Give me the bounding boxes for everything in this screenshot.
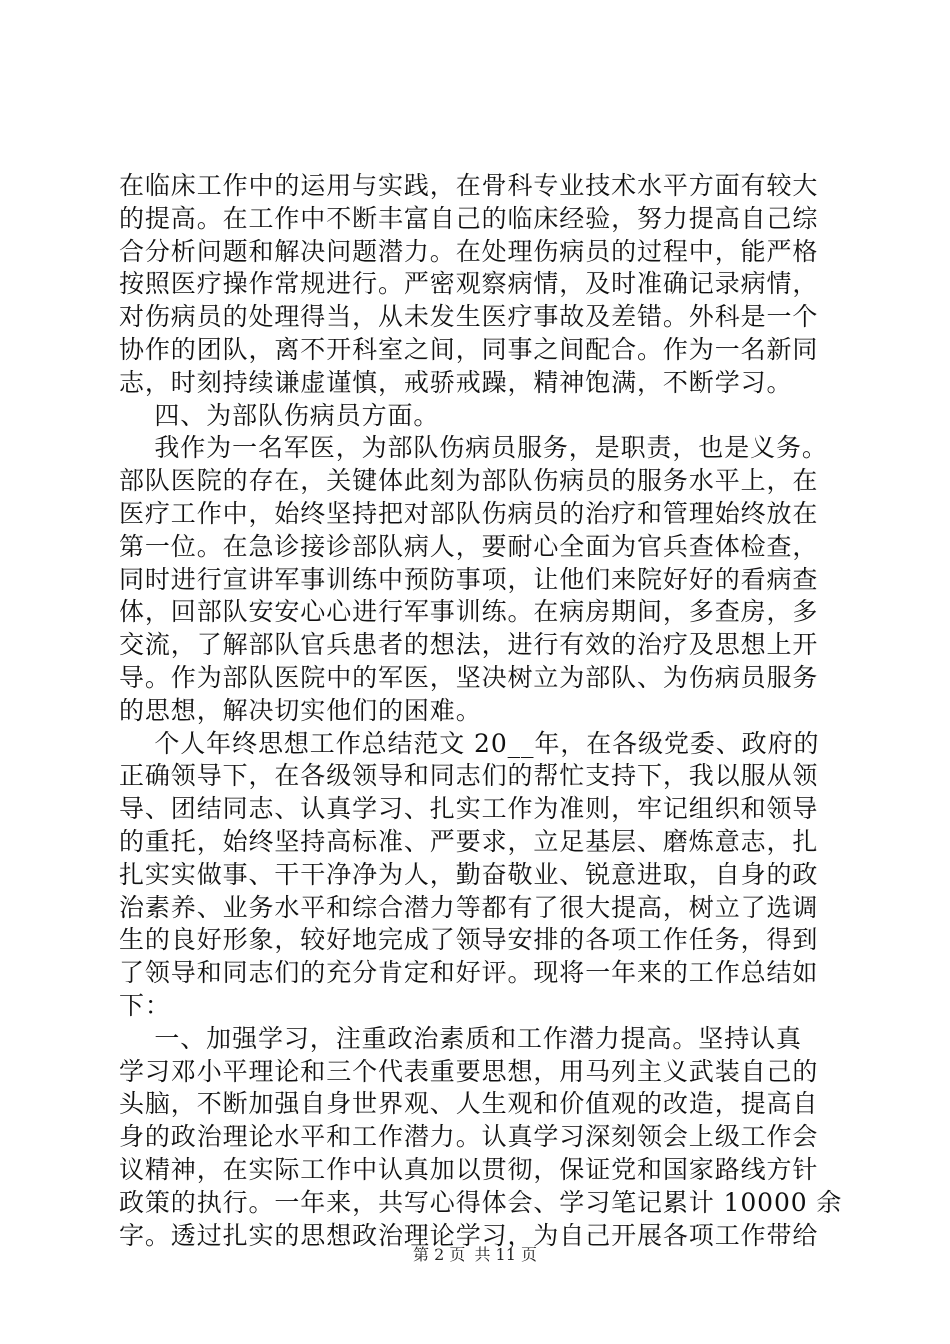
text-line: 议精神，在实际工作中认真加以贯彻，保证党和国家路线方针 [119, 1154, 819, 1184]
text-line: 了领导和同志们的充分肯定和好评。现将一年来的工作总结如 [119, 958, 819, 988]
text-line: 协作的团队，离不开科室之间，同事之间配合。作为一名新同 [119, 334, 819, 364]
text-line: 字。透过扎实的思想政治理论学习，为自己开展各项工作带给 [119, 1220, 819, 1250]
text-line: 交流，了解部队官兵患者的想法，进行有效的治疗及思想上开 [119, 630, 819, 660]
text-line: 扎实实做事、干干净净为人，勤奋敬业、锐意进取，自身的政 [119, 859, 819, 889]
text-line: 的重托，始终坚持高标准、严要求，立足基层、磨炼意志，扎 [119, 826, 819, 856]
text-line: 四、为部队伤病员方面。 [119, 400, 440, 430]
text-line: 治素养、业务水平和综合潜力等都有了很大提高，树立了选调 [119, 892, 819, 922]
text-line: 我作为一名军医，为部队伤病员服务，是职责，也是义务。 [119, 433, 828, 463]
text-line: 正确领导下，在各级领导和同志们的帮忙支持下，我以服从领 [119, 761, 819, 791]
text-line: 按照医疗操作常规进行。严密观察病情，及时准确记录病情， [119, 269, 819, 299]
page-total: 共 11 页 [474, 1245, 537, 1264]
text-line: 对伤病员的处理得当，从未发生医疗事故及差错。外科是一个 [119, 302, 819, 332]
text-line: 个人年终思想工作总结范文 20__年，在各级党委、政府的 [119, 728, 820, 758]
text-line: 部队医院的存在，关键体此刻为部队伤病员的服务水平上，在 [119, 466, 819, 496]
text-line: 导、团结同志、认真学习、扎实工作为准则，牢记组织和领导 [119, 794, 819, 824]
text-line: 学习邓小平理论和三个代表重要思想，用马列主义武装自己的 [119, 1056, 819, 1086]
text-line: 身的政治理论水平和工作潜力。认真学习深刻领会上级工作会 [119, 1122, 819, 1152]
page-footer [0, 1242, 950, 1265]
text-line: 在临床工作中的运用与实践，在骨科专业技术水平方面有较大 [119, 171, 819, 200]
text-line: 第一位。在急诊接诊部队病人，要耐心全面为官兵查体检查， [119, 531, 819, 561]
text-line: 的思想，解决切实他们的困难。 [119, 695, 482, 725]
text-line: 合分析问题和解决问题潜力。在处理伤病员的过程中，能严格 [119, 236, 819, 266]
text-line: 政策的执行。一年来，共写心得体会、学习笔记累计 10000 余 [119, 1187, 843, 1217]
text-line: 同时进行宣讲军事训练中预防事项，让他们来院好好的看病查 [119, 564, 819, 594]
text-line: 生的良好形象，较好地完成了领导安排的各项工作任务，得到 [119, 925, 819, 955]
text-line: 头脑，不断加强自身世界观、人生观和价值观的改造，提高自 [119, 1089, 819, 1119]
text-line: 医疗工作中，始终坚持把对部队伤病员的治疗和管理始终放在 [119, 498, 819, 528]
text-line: 的提高。在工作中不断丰富自己的临床经验，努力提高自己综 [119, 203, 819, 233]
page-number: 第 2 页 [413, 1245, 466, 1264]
text-line: 导。作为部队医院中的军医，坚决树立为部队、为伤病员服务 [119, 662, 819, 692]
text-line: 一、加强学习，注重政治素质和工作潜力提高。坚持认真 [119, 1023, 802, 1053]
document-body [119, 170, 843, 1252]
text-line: 体，回部队安安心心进行军事训练。在病房期间，多查房，多 [119, 597, 819, 627]
text-line: 下： [119, 990, 171, 1020]
text-line: 志，时刻持续谦虚谨慎，戒骄戒躁，精神饱满，不断学习。 [119, 367, 793, 397]
